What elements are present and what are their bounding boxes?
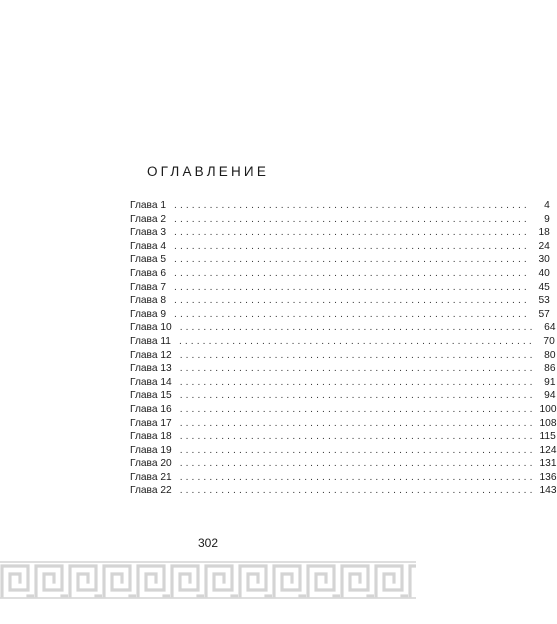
toc-entry-label: Глава 17 [130, 417, 172, 429]
toc-entry [130, 253, 550, 267]
toc-entry-label: Глава 1 [130, 200, 167, 211]
toc-entry [130, 308, 550, 322]
toc-leader-dots: ............................................................ [179, 458, 536, 470]
toc-leader-dots: ............................................................ [174, 254, 530, 266]
toc-leader-dots: ............................................................ [174, 308, 530, 320]
toc-entry-label: Глава 11 [130, 335, 171, 347]
toc-entry [130, 417, 557, 431]
toc-leader-dots: ............................................................ [174, 240, 530, 252]
toc-entry [130, 226, 550, 240]
toc-entry-label: Глава 18 [130, 431, 172, 443]
toc-leader-dots: ............................................................ [179, 444, 536, 456]
toc-leader-dots: ............................................................ [174, 281, 530, 293]
toc-entry [130, 362, 556, 376]
toc-leader-dots: ............................................................ [179, 417, 536, 429]
toc-leader-dots: ............................................................ [179, 403, 536, 415]
toc-entry-page: 115 [539, 431, 556, 443]
toc-entry [130, 457, 557, 471]
toc-list [130, 199, 557, 498]
toc-leader-dots: ............................................................ [179, 471, 536, 483]
toc-entry-page: 9 [544, 213, 550, 225]
toc-entry-page: 80 [544, 349, 556, 361]
toc-entry-page: 24 [538, 240, 550, 252]
toc-leader-dots: ............................................................ [179, 363, 536, 375]
toc-entry [130, 376, 556, 390]
toc-leader-dots: ............................................................ [179, 485, 536, 497]
toc-entry-label: Глава 19 [130, 444, 172, 456]
toc-entry-page: 4 [544, 200, 550, 211]
toc-entry-page: 70 [543, 335, 555, 347]
toc-entry-page: 45 [538, 281, 550, 293]
toc-entry [130, 430, 556, 444]
toc-leader-dots: ............................................................ [174, 213, 530, 225]
toc-entry [130, 213, 550, 227]
toc-leader-dots: ............................................................ [179, 322, 536, 334]
toc-entry [130, 471, 557, 485]
toc-leader-dots: ............................................................ [179, 376, 536, 388]
toc-entry-label: Глава 9 [130, 308, 167, 320]
toc-entry-label: Глава 5 [130, 254, 167, 266]
toc-entry-label: Глава 6 [130, 267, 167, 279]
toc-entry-page: 86 [544, 363, 556, 375]
toc-leader-dots: ............................................................ [179, 349, 536, 361]
toc-entry-label: Глава 10 [130, 322, 172, 334]
toc-entry [130, 294, 550, 308]
toc-entry [130, 281, 550, 295]
toc-entry [130, 389, 556, 403]
toc-entry-label: Глава 22 [130, 485, 172, 497]
toc-entry-page: 64 [544, 322, 556, 334]
toc-entry-page: 18 [538, 227, 550, 239]
toc-entry [130, 403, 557, 417]
toc-entry-page: 136 [539, 471, 557, 483]
toc-entry [130, 335, 555, 349]
toc-entry-label: Глава 15 [130, 390, 172, 402]
toc-entry-page: 143 [539, 485, 557, 497]
toc-entry-page: 94 [544, 390, 556, 402]
toc-entry-label: Глава 14 [130, 376, 172, 388]
toc-entry-page: 40 [538, 267, 550, 279]
toc-entry-page: 124 [539, 444, 557, 456]
toc-entry-label: Глава 12 [130, 349, 172, 361]
toc-leader-dots: ............................................................ [174, 295, 530, 307]
toc-entry-label: Глава 3 [130, 227, 167, 239]
toc-entry [130, 349, 556, 363]
toc-title: ОГЛАВЛЕНИЕ [146, 164, 270, 179]
toc-entry [130, 484, 557, 498]
toc-entry-label: Глава 4 [130, 240, 167, 252]
toc-leader-dots: ............................................................ [174, 200, 530, 211]
toc-leader-dots: ............................................................ [174, 227, 530, 239]
toc-entry-page: 30 [538, 254, 550, 266]
toc-leader-dots: ............................................................ [178, 335, 535, 347]
toc-entry-page: 53 [538, 295, 550, 307]
toc-entry-label: Глава 20 [130, 458, 172, 470]
toc-entry-page: 100 [539, 403, 557, 415]
toc-entry-label: Глава 7 [130, 281, 167, 293]
toc-entry [130, 444, 557, 458]
toc-leader-dots: ............................................................ [179, 390, 536, 402]
toc-entry-label: Глава 21 [130, 471, 172, 483]
toc-leader-dots: ............................................................ [174, 267, 530, 279]
toc-entry-page: 57 [538, 308, 550, 320]
greek-key-border-icon [0, 560, 416, 600]
toc-entry [130, 321, 556, 335]
toc-entry-page: 91 [544, 376, 556, 388]
toc-entry-page: 108 [539, 417, 557, 429]
toc-entry [130, 240, 550, 254]
toc-entry-label: Глава 13 [130, 363, 172, 375]
toc-entry [130, 199, 550, 213]
page-number: 302 [197, 536, 219, 550]
toc-entry-label: Глава 2 [130, 213, 167, 225]
toc-entry-page: 131 [539, 458, 557, 470]
toc-entry-label: Глава 16 [130, 403, 172, 415]
toc-entry-label: Глава 8 [130, 295, 167, 307]
toc-entry [130, 267, 550, 281]
toc-leader-dots: ............................................................ [179, 431, 536, 443]
